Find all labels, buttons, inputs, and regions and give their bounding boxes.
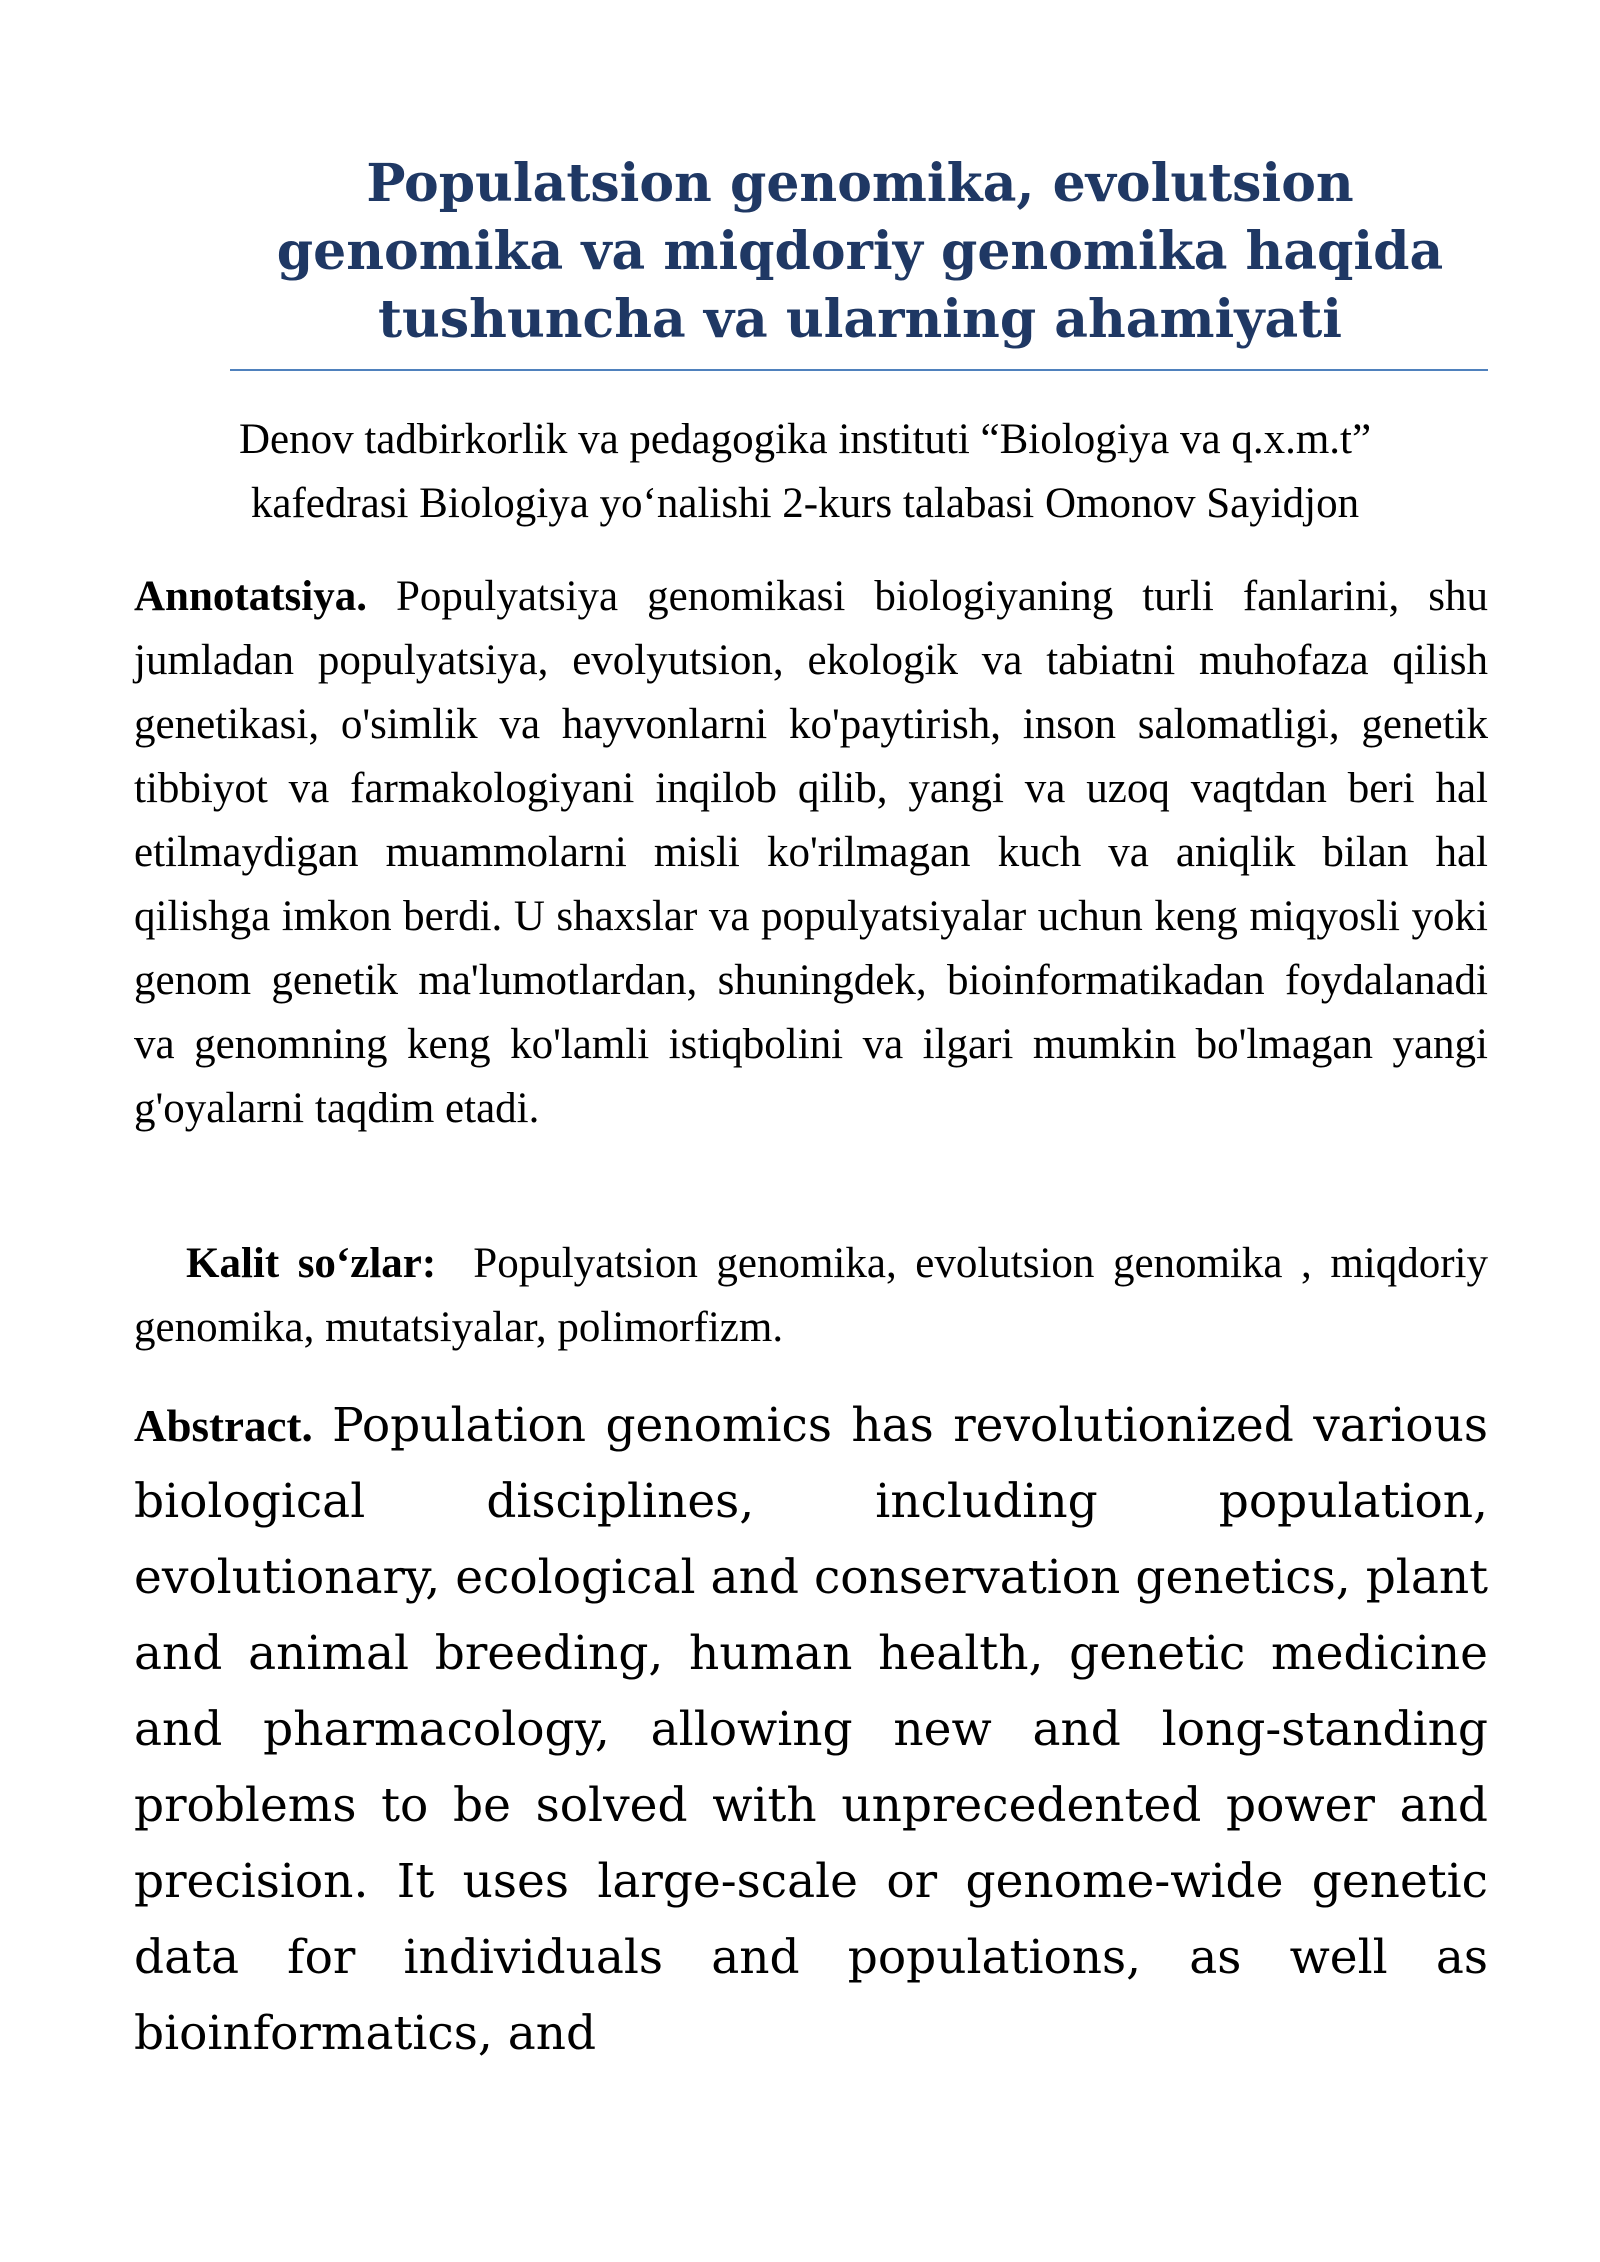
annotation-label: Annotatsiya.: [134, 573, 367, 620]
author-affiliation: [140, 408, 1470, 536]
keywords-paragraph: [134, 1232, 1488, 1360]
title-underline: [230, 369, 1488, 371]
keywords-text: Populyatsion genomika, evolutsion genomika , miqdoriy genomika, mutatsiyalar, polimorfizm.: [134, 1240, 1488, 1351]
abstract-label: Abstract.: [134, 1401, 313, 1451]
affiliation-line-1: Denov tadbirkorlik va pedagogika instituti “Biologiya va q.x.m.t”: [238, 416, 1372, 463]
abstract-text: Population genomics has revolutionized various biological disciplines, including population, evolutionary, ecological and conservation genetics, plant and animal breeding, human health, genetic medicine and pharmacology, allowing new and long-standing problems to be solved with unprecedented power and precision. It uses large-scale or genome-wide genetic data for individuals and populations, as well as bioinformatics, and: [134, 1398, 1488, 2061]
affiliation-line-2: kafedrasi Biologiya yo‘nalishi 2-kurs talabasi Omonov Sayidjon: [250, 480, 1360, 527]
article-title: Populatsion genomika, evolutsion genomika va miqdoriy genomika haqida tushuncha va ularning ahamiyati: [276, 153, 1444, 350]
abstract-paragraph: [134, 1388, 1488, 2072]
keywords-label: Kalit so‘zlar:: [186, 1240, 437, 1287]
annotation-text: Populyatsiya genomikasi biologiyaning turli fanlarini, shu jumladan populyatsiya, evolyutsion, ekologik va tabiatni muhofaza qilish genetikasi, o'simlik va hayvonlarni ko'paytirish, inson salomatligi, genetik tibbiyot va farmakologiyani inqilob qilib, yangi va uzoq vaqtdan beri hal etilmaydigan muammolarni misli ko'rilmagan kuch va aniqlik bilan hal qilishga imkon berdi. U shaxslar va populyatsiyalar uchun keng miqyosli yoki genom genetik ma'lumotlardan, shuningdek, bioinformatikadan foydalanadi va genomning keng ko'lamli istiqbolini va ilgari mumkin bo'lmagan yangi g'oyalarni taqdim etadi.: [134, 573, 1488, 1132]
annotation-paragraph: [134, 565, 1488, 1141]
